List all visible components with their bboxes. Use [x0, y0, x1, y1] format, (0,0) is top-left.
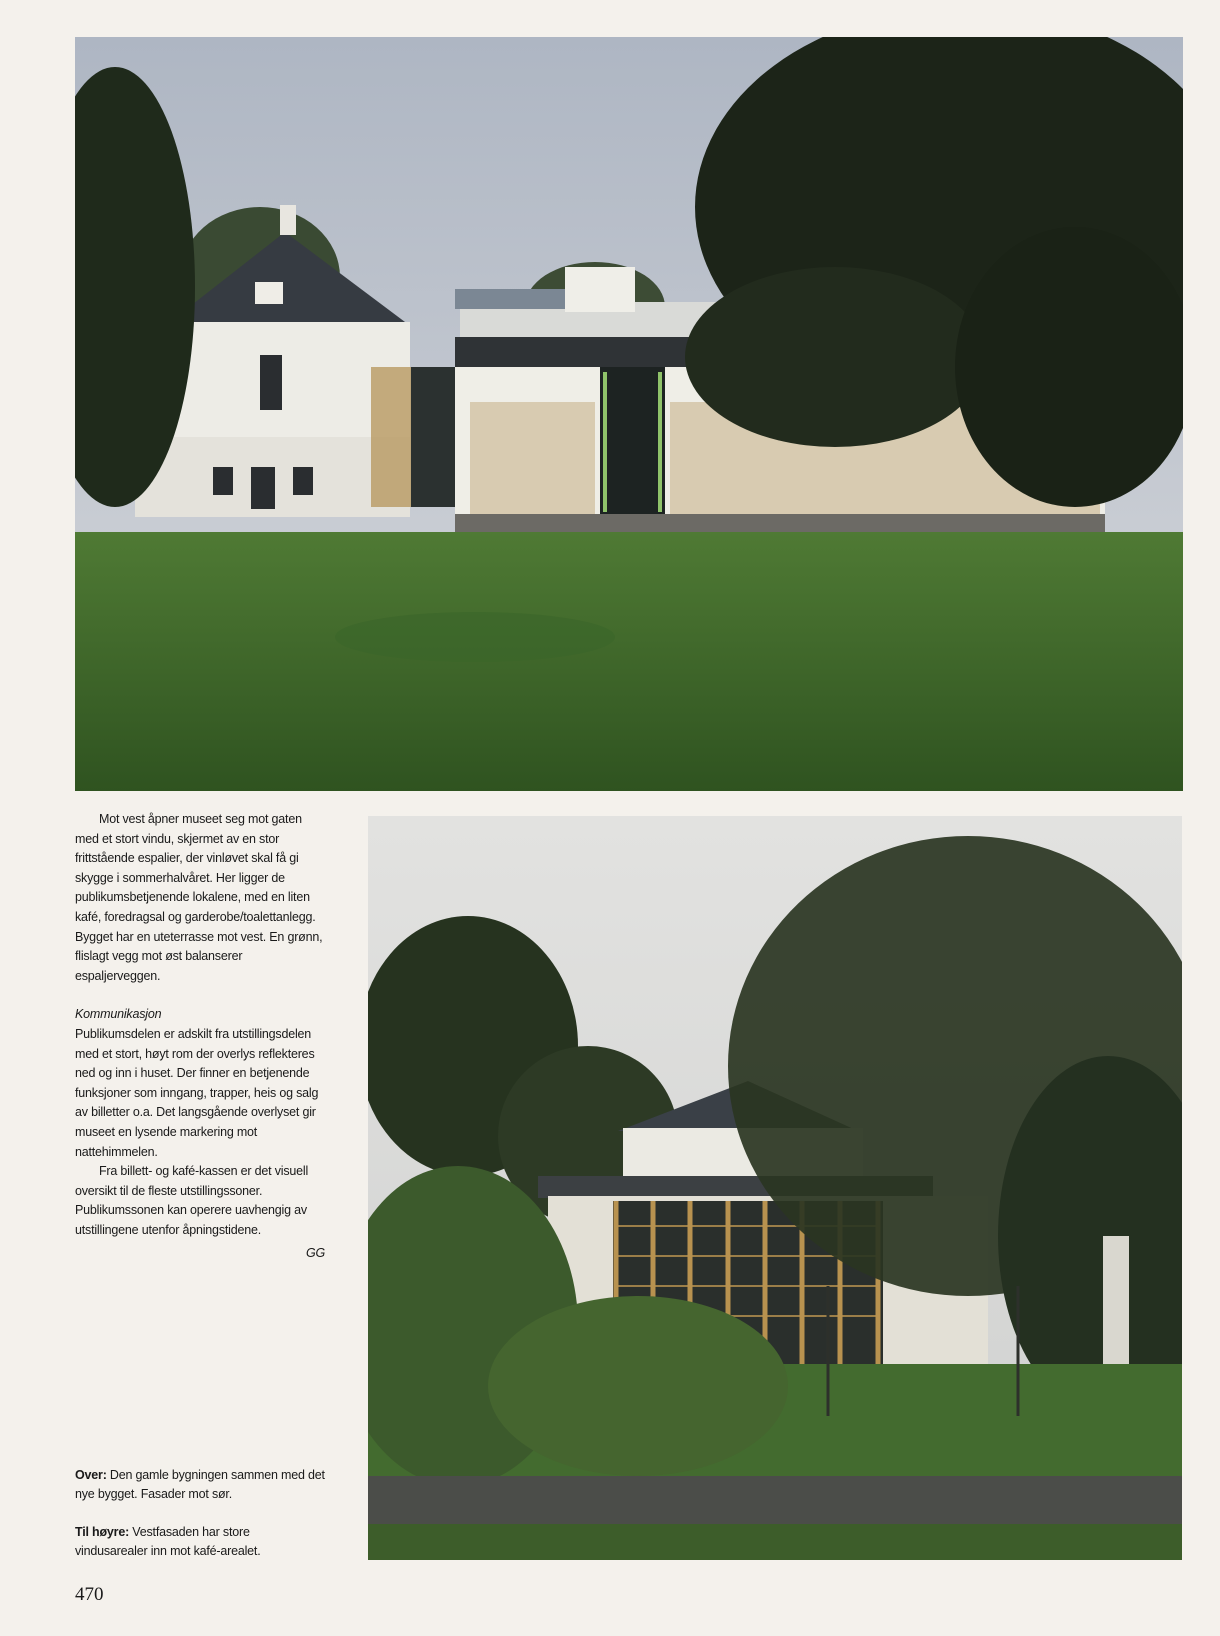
caption-over [75, 1466, 325, 1504]
photo-west-facade [368, 816, 1182, 1560]
photo-south-facades [75, 37, 1183, 791]
body-paragraph-2: Publikumsdelen er adskilt fra utstillingsdelen med et stort, høyt rom der overlys reflekteres ned og inn i huset. Der finner en betjenende funksjoner som inngang, trapper, heis og salg av billetter o.a. Det langsgående overlyset gir museet en lysende markering mot nattehimmelen. [75, 1026, 319, 1159]
caption-over-label: Over: [75, 1468, 107, 1482]
page-number: 470 [75, 1584, 104, 1605]
caption-right-label: Til høyre: [75, 1525, 130, 1539]
subheading-kommunikasjon: Kommunikasjon [75, 1007, 162, 1022]
author-signature: GG [305, 1246, 325, 1261]
article-body [75, 810, 325, 1264]
caption-over-text: Den gamle bygningen sammen med det nye bygget. Fasader mot sør. [75, 1468, 325, 1501]
body-paragraph-3: Fra billett- og kafé-kassen er det visuell oversikt til de fleste utstillingssoner. Publikumssonen kan operere uavhengig av utstillingene utenfor åpningstidene. [75, 1164, 309, 1237]
caption-right [75, 1523, 325, 1561]
photo-captions [75, 1466, 325, 1580]
body-paragraph-1: Mot vest åpner museet seg mot gaten med et stort vindu, skjermet av en stor frittstående espalier, der vinløvet skal få gi skygge i sommerhalvåret. Her ligger de publikumsbetjenende lokalene, med en liten kafé, foredragsal og garderobe/toalettanlegg. Bygget har en uteterrasse mot vest. En grønn, flislagt vegg mot øst balanserer espaljerveggen. [75, 812, 323, 983]
caption-right-text: Vestfasaden har store vindusarealer inn mot kafé-arealet. [75, 1525, 261, 1558]
